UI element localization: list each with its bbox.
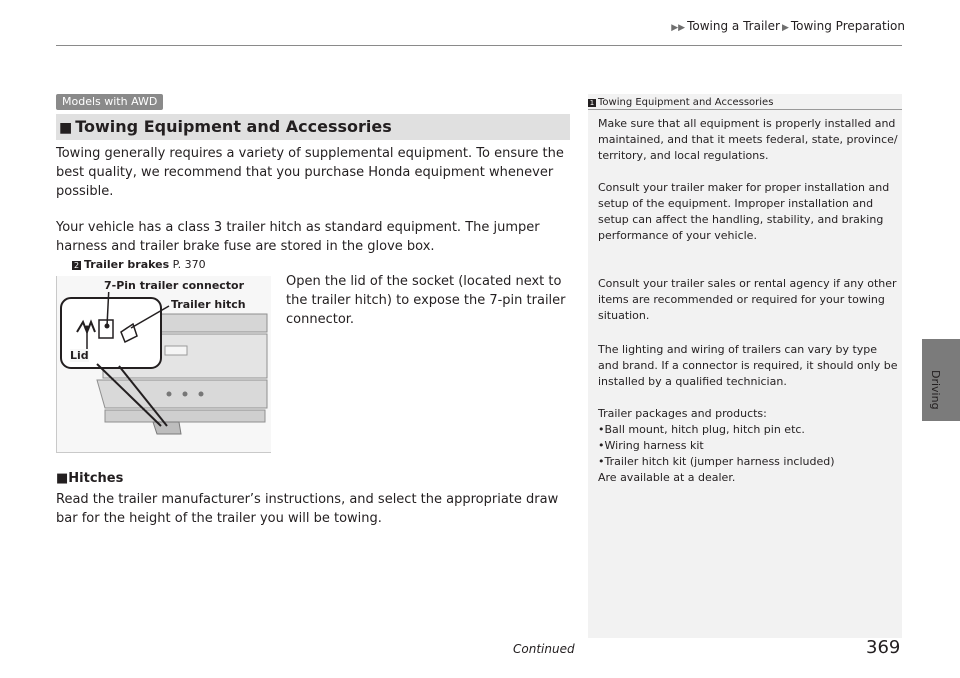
note-title-text: Towing Equipment and Accessories: [598, 97, 774, 108]
section-title-text: Towing Equipment and Accessories: [75, 117, 392, 136]
section-title: [59, 117, 392, 136]
square-bullet-icon: ■: [59, 120, 73, 136]
hitches-heading: [56, 471, 123, 486]
models-badge: Models with AWD: [56, 94, 163, 110]
intro-paragraph: Towing generally requires a variety of supplemental equipment. To ensure the best quality, we recommend that you purchase Honda equipment whenever possible.: [56, 146, 564, 199]
header-divider: [56, 45, 902, 46]
breadcrumb: [505, 19, 905, 33]
list-item-text: Ball mount, hitch plug, hitch pin etc.: [604, 423, 805, 436]
note-product-list: [598, 406, 898, 486]
label-7pin-connector: 7-Pin trailer connector: [104, 279, 245, 292]
list-item: [598, 438, 898, 454]
breadcrumb-item[interactable]: Towing a Trailer: [687, 19, 780, 33]
bullet-icon: •: [598, 455, 605, 468]
socket-instruction: Open the lid of the socket (located next to the trailer hitch) to expose the 7-pin trailer connector.: [286, 274, 566, 327]
note-list-intro: Trailer packages and products:: [598, 407, 767, 420]
list-item: [598, 454, 898, 470]
note-marker-icon: 1: [589, 99, 595, 107]
continued-label: Continued: [513, 642, 575, 656]
note-list-outro: Are available at a dealer.: [598, 471, 736, 484]
chapter-tab-label: Driving: [929, 370, 942, 410]
list-item-text: Trailer hitch kit (jumper harness included): [604, 455, 835, 468]
label-trailer-hitch: Trailer hitch: [171, 298, 246, 311]
note-paragraph: Make sure that all equipment is properly installed and maintained, and that it meets federal, state, province/ territory, and local regulations.: [598, 117, 898, 162]
bullet-icon: •: [598, 439, 605, 452]
list-item-text: Wiring harness kit: [604, 439, 704, 452]
note-paragraph: Consult your trailer maker for proper installation and setup of the equipment. Improper installation and setup can affect the handling, stability, and braking performance of your vehicle.: [598, 181, 890, 242]
note-paragraph: Consult your trailer sales or rental agency if any other items are recommended or required for your towing situation.: [598, 277, 897, 322]
note-title: [588, 97, 773, 108]
page-number: 369: [866, 637, 901, 658]
list-item: [598, 422, 898, 438]
xref-label: Trailer brakes: [84, 258, 170, 271]
arrow-icon: ▶▶: [671, 23, 686, 33]
breadcrumb-item[interactable]: Towing Preparation: [790, 19, 905, 33]
note-paragraph: The lighting and wiring of trailers can vary by type and brand. If a connector is required, it should only be installed by a qualified technician.: [598, 343, 898, 388]
hitches-paragraph: Read the trailer manufacturer’s instructions, and select the appropriate draw bar for the height of the trailer you will be towing.: [56, 492, 559, 526]
hitches-title: Hitches: [68, 471, 124, 486]
arrow-icon: ▶: [781, 23, 789, 33]
cross-reference-link[interactable]: [72, 258, 206, 271]
bullet-icon: •: [598, 423, 605, 436]
reference-icon: 2: [73, 261, 80, 270]
xref-page: P. 370: [172, 258, 206, 271]
hitch-paragraph: Your vehicle has a class 3 trailer hitch as standard equipment. The jumper harness and trailer brake fuse are stored in the glove box.: [56, 220, 540, 254]
note-divider: [588, 109, 902, 110]
square-bullet-icon: ■: [56, 471, 69, 486]
label-lid: Lid: [70, 349, 89, 362]
